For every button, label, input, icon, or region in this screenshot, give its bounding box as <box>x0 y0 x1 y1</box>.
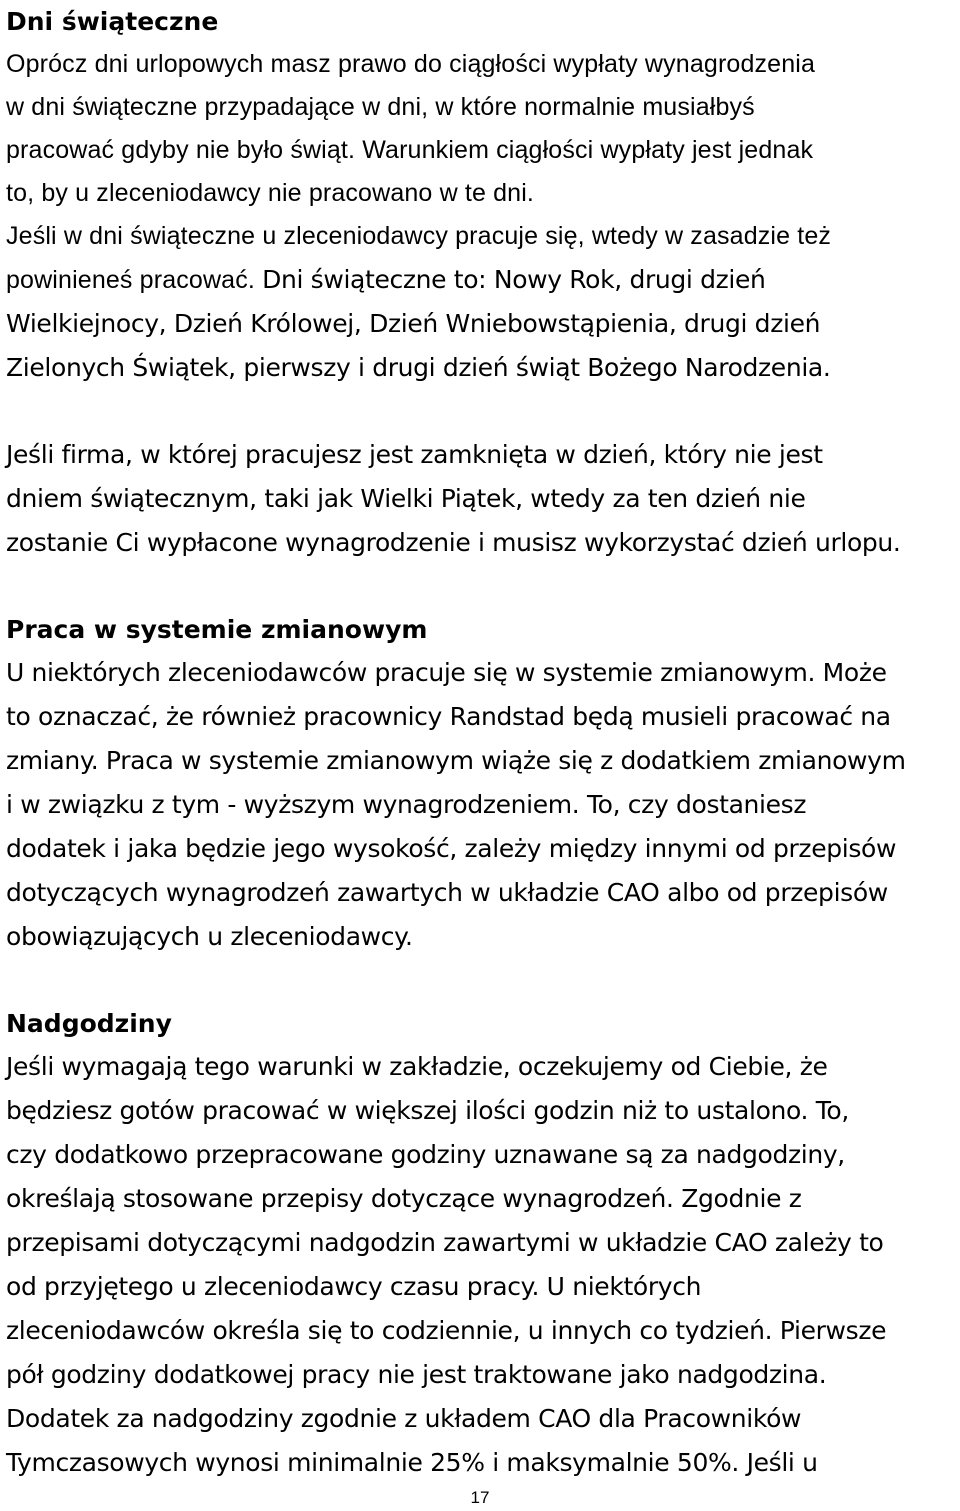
text-run: Tymczasowych wynosi minimalnie 25% i maksymalnie 50%. Jeśli u <box>6 1448 818 1477</box>
section-dni-swiateczne <box>6 0 956 608</box>
text-run: pół godziny dodatkowej pracy nie jest traktowane jako nadgodzina. <box>6 1360 827 1389</box>
text-line <box>6 86 956 129</box>
paragraph <box>6 1045 956 1485</box>
paragraph <box>6 43 956 390</box>
text-line <box>6 521 956 565</box>
text-line <box>6 1441 956 1485</box>
text-line <box>6 1133 956 1177</box>
text-line <box>6 739 956 783</box>
text-run: zleceniodawców określa się to codziennie, u innych co tydzień. Pierwsze <box>6 1316 887 1345</box>
section-title: Praca w systemie zmianowym <box>6 615 428 644</box>
text-line <box>6 172 956 215</box>
text-line <box>6 215 956 258</box>
text-run: obowiązujących u zleceniodawcy. <box>6 922 413 951</box>
text-line <box>6 477 956 521</box>
text-run: w dni świąteczne przypadające w dni, w które normalnie musiałbyś <box>6 93 755 121</box>
text-run: zostanie Ci wypłacone wynagrodzenie i musisz wykorzystać dzień urlopu. <box>6 528 901 557</box>
text-run: dodatek i jaka będzie jego wysokość, zależy między innymi od przepisów <box>6 834 897 863</box>
text-run: określają stosowane przepisy dotyczące wynagrodzeń. Zgodnie z <box>6 1184 802 1213</box>
text-run: Dodatek za nadgodziny zgodnie z układem CAO dla Pracowników <box>6 1404 802 1433</box>
section-nadgodziny <box>6 1002 956 1485</box>
text-run: będziesz gotów pracować w większej ilości godzin niż to ustalono. To, <box>6 1096 849 1125</box>
text-line <box>6 346 956 390</box>
text-run: to oznaczać, że również pracownicy Randstad będą musieli pracować na <box>6 702 891 731</box>
text-run: powinieneś pracować. <box>6 266 263 294</box>
text-run: Oprócz dni urlopowych masz prawo do ciągłości wypłaty wynagrodzenia <box>6 50 816 78</box>
text-line <box>6 43 956 86</box>
text-run: Wielkiejnocy, Dzień Królowej, Dzień Wniebowstąpienia, drugi dzień <box>6 309 821 338</box>
text-line <box>6 695 956 739</box>
text-line <box>6 1397 956 1441</box>
text-run: przepisami dotyczącymi nadgodzin zawartymi w układzie CAO zależy to <box>6 1228 884 1257</box>
paragraph-spacer <box>6 390 956 433</box>
text-run: Dni świąteczne to: Nowy Rok, drugi dzień <box>262 265 766 294</box>
text-line <box>6 827 956 871</box>
page-number: 17 <box>470 1488 490 1507</box>
text-run: od przyjętego u zleceniodawcy czasu pracy. U niektórych <box>6 1272 702 1301</box>
section-title: Nadgodziny <box>6 1009 172 1038</box>
paragraph <box>6 433 956 565</box>
text-line <box>6 783 956 827</box>
paragraph <box>6 651 956 959</box>
text-run: U niektórych zleceniodawców pracuje się w systemie zmianowym. Może <box>6 658 887 687</box>
text-line <box>6 651 956 695</box>
text-line <box>6 915 956 959</box>
text-run: to, by u zleceniodawcy nie pracowano w te dni. <box>6 179 535 207</box>
text-run: dotyczących wynagrodzeń zawartych w układzie CAO albo od przepisów <box>6 878 888 907</box>
text-run: pracować gdyby nie było świąt. Warunkiem ciągłości wypłaty jest jednak <box>6 136 814 164</box>
text-line <box>6 1353 956 1397</box>
text-run: czy dodatkowo przepracowane godziny uznawane są za nadgodziny, <box>6 1140 845 1169</box>
text-run: Jeśli w dni świąteczne u zleceniodawcy pracuje się, wtedy w zasadzie też <box>6 222 832 250</box>
paragraph-spacer <box>6 959 956 1002</box>
text-run: Jeśli wymagają tego warunki w zakładzie, oczekujemy od Ciebie, że <box>6 1052 828 1081</box>
text-run: Jeśli firma, w której pracujesz jest zamknięta w dzień, który nie jest <box>6 440 823 469</box>
text-run: zmiany. Praca w systemie zmianowym wiąże się z dodatkiem zmianowym <box>6 746 906 775</box>
text-line <box>6 129 956 172</box>
text-run: Zielonych Świątek, pierwszy i drugi dzień świąt Bożego Narodzenia. <box>6 353 831 382</box>
paragraph-spacer <box>6 565 956 608</box>
text-line <box>6 1045 956 1089</box>
text-line <box>6 433 956 477</box>
text-line <box>6 1309 956 1353</box>
document-page <box>6 0 956 1485</box>
section-praca-zmianowa <box>6 608 956 1002</box>
text-line <box>6 871 956 915</box>
text-line <box>6 1177 956 1221</box>
text-run: i w związku z tym - wyższym wynagrodzeniem. To, czy dostaniesz <box>6 790 807 819</box>
text-line <box>6 1221 956 1265</box>
text-run: dniem świątecznym, taki jak Wielki Piątek, wtedy za ten dzień nie <box>6 484 806 513</box>
text-line <box>6 258 956 302</box>
text-line <box>6 1089 956 1133</box>
text-line <box>6 302 956 346</box>
text-line <box>6 1265 956 1309</box>
section-title: Dni świąteczne <box>6 7 219 36</box>
